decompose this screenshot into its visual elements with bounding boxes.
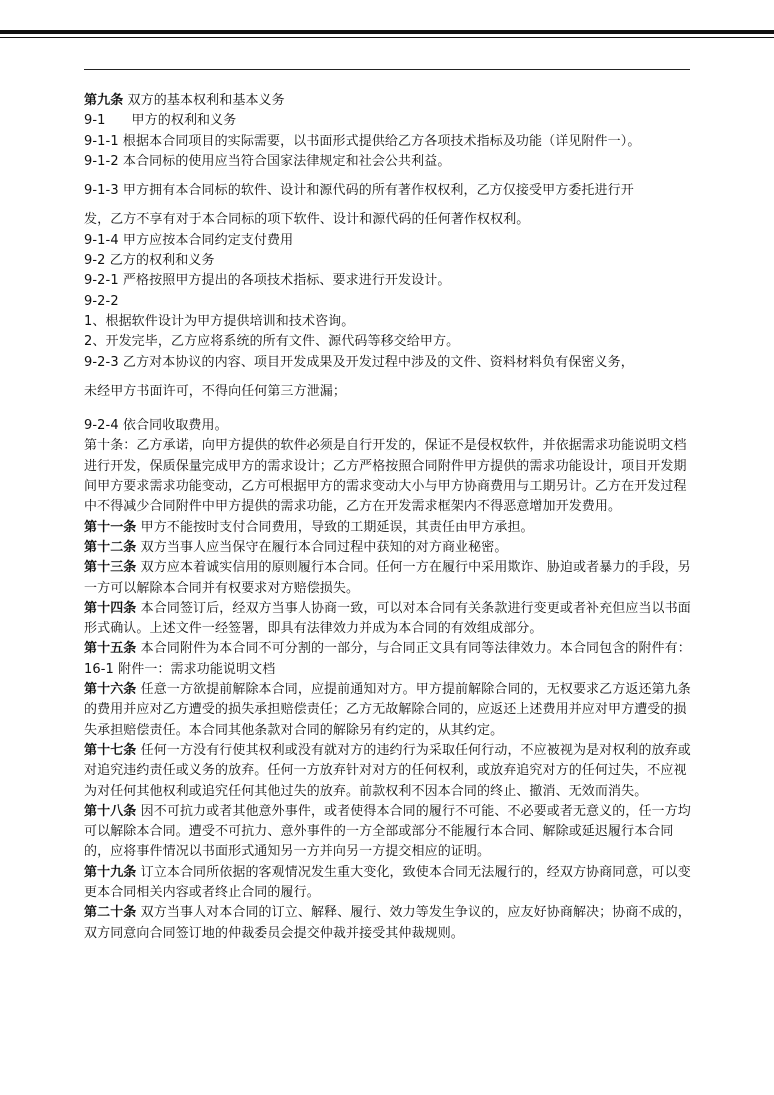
article-text: 甲方不能按时支付合同费用，导致的工期延误，其责任由甲方承担。 — [140, 519, 534, 535]
article-14 — [84, 599, 694, 640]
article-text: 因不可抗力或者其他意外事件，或者使得本合同的履行不可能、不必要或者无意义的，任一方均可以解除本合同。遭受不可抗力、意外事件的一方全部或部分不能履行本合同、解除或延迟履行本合同的，应将事件情况以书面形式通知另一方并向另一方提交相应的证明。 — [84, 803, 691, 860]
clause-9-2-2-item-1: 1、根据软件设计为甲方提供培训和技术咨询。 — [84, 313, 355, 329]
clause-number: 9-1 — [84, 113, 106, 129]
clause-9-1-4: 9-1-4 甲方应按本合同约定支付费用 — [84, 232, 294, 248]
clause-9-1 — [84, 111, 694, 131]
article-20 — [84, 903, 694, 944]
article-title: 双方的基本权利和基本义务 — [127, 93, 285, 108]
header-thick-rule — [0, 30, 774, 34]
header-thin-rule — [0, 37, 774, 38]
article-11 — [84, 518, 694, 538]
article-text: 双方当事人对本合同的订立、解释、履行、效力等发生争议的，应友好协商解决；协商不成的，双方同意向合同签订地的仲裁委员会提交仲裁并接受其仲裁规则。 — [84, 905, 691, 941]
clause-9-1-2: 9-1-2 本合同标的使用应当符合国家法律规定和社会公共利益。 — [84, 153, 451, 169]
clause-9-1-1: 9-1-1 根据本合同项目的实际需要，以书面形式提供给乙方各项技术指标及功能（详见附件一）。 — [84, 133, 641, 149]
clause-9-2-1: 9-2-1 严格按照甲方提出的各项技术指标、要求进行开发设计。 — [84, 273, 451, 289]
article-15 — [84, 639, 694, 659]
article-number: 第十五条 — [84, 641, 137, 657]
article-text: 双方应本着诚实信用的原则履行本合同。任何一方在履行中采用欺诈、胁迫或者暴力的手段，另一方可以解除本合同并有权要求对方赔偿损失。 — [84, 560, 691, 596]
article-text: 双方当事人应当保守在履行本合同过程中获知的对方商业秘密。 — [140, 539, 508, 555]
contract-body — [84, 91, 694, 944]
article-19 — [84, 863, 694, 904]
clause-9-1-3-line2: 发，乙方不享有对于本合同标的项下软件、设计和源代码的任何著作权权利。 — [84, 212, 530, 228]
article-18 — [84, 802, 694, 863]
clause-9-2: 9-2 乙方的权利和义务 — [84, 253, 215, 269]
article-number: 第十二条 — [84, 539, 137, 555]
article-number: 第十八条 — [84, 803, 137, 819]
article-12 — [84, 538, 694, 558]
article-number: 第十一条 — [84, 519, 137, 535]
article-13 — [84, 558, 694, 599]
article-number: 第二十条 — [84, 905, 137, 921]
clause-9-1-3-line1: 9-1-3 甲方拥有本合同标的软件、设计和源代码的所有著作权权利，乙方仅接受甲方委托进行开 — [84, 183, 634, 199]
clause-9-2-2: 9-2-2 — [84, 293, 119, 309]
clause-9-2-3-line2: 未经甲方书面许可，不得向任何第三方泄漏； — [84, 383, 347, 399]
clause-9-2-3-line1: 9-2-3 乙方对本协议的内容、项目开发成果及开发过程中涉及的文件、资料材料负有保密义务， — [84, 354, 634, 370]
clause-text: 甲方的权利和义务 — [131, 113, 237, 129]
clause-9-2-4: 9-2-4 依合同收取费用。 — [84, 418, 228, 434]
article-17 — [84, 741, 694, 802]
article-text: 订立本合同所依据的客观情况发生重大变化，致使本合同无法履行的，经双方协商同意，可以变更本合同相关内容或者终止合同的履行。 — [84, 864, 691, 900]
article-text: 本合同签订后，经双方当事人协商一致，可以对本合同有关条款进行变更或者补充但应当以书面形式确认。上述文件一经签署，即具有法律效力并成为本合同的有效组成部分。 — [84, 600, 691, 637]
article-text: 本合同附件为本合同不可分割的一部分，与合同正文具有同等法律效力。本合同包含的附件有： — [140, 641, 691, 657]
article-text: 任意一方欲提前解除本合同，应提前通知对方。甲方提前解除合同的，无权要求乙方返还第九条的费用并应对乙方遭受的损失承担赔偿责任；乙方无故解除合同的，应返还上述费用并应对甲方遭受的损失承担赔偿责任。本合同其他条款对合同的解除另有约定的，从其约定。 — [84, 682, 691, 738]
article-number: 第九条 — [84, 93, 124, 108]
article-10: 第十条：乙方承诺，向甲方提供的软件必须是自行开发的，保证不是侵权软件，并依据需求功能说明文档进行开发，保质保量完成甲方的需求设计；乙方严格按照合同附件甲方提供的需求功能设计，项目开发期间甲方要求需求功能变动，乙方可根据甲方的需求变动大小与甲方协商费用与工期另计。乙方在开发过程中不得减少合同附件中甲方提供的需求功能，乙方在开发需求框架内不得恶意增加开发费用。 — [84, 438, 687, 515]
article-number: 第十六条 — [84, 682, 137, 698]
clause-9-2-2-item-2: 2、开发完毕，乙方应将系统的所有文件、源代码等移交给甲方。 — [84, 334, 460, 350]
article-number: 第十三条 — [84, 560, 137, 576]
article-number: 第十七条 — [84, 742, 137, 758]
article-16 — [84, 680, 694, 741]
article-number: 第十四条 — [84, 600, 137, 616]
article-text: 任何一方没有行使其权利或没有就对方的违约行为采取任何行动，不应被视为是对权利的放弃或对追究违约责任或义务的放弃。任何一方放弃针对对方的任何权利，或放弃追究对方的任何过失，不应视为对任何其他权利或追究任何其他过失的放弃。前款权利不因本合同的终止、撤消、无效而消失。 — [84, 742, 691, 799]
header-underline-rule — [84, 69, 690, 70]
attachment-16-1: 16-1 附件一：需求功能说明文档 — [84, 661, 276, 677]
article-9-heading — [84, 91, 694, 111]
article-number: 第十九条 — [84, 864, 137, 880]
